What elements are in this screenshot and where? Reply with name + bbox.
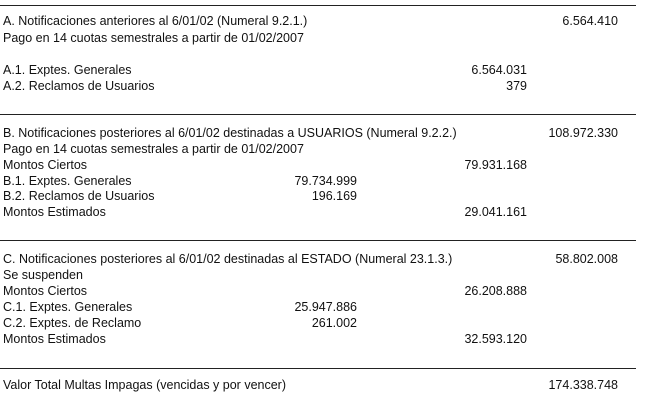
section-b-estimados-label: Montos Estimados [3,205,106,219]
section-c-estimados-label: Montos Estimados [3,332,106,346]
section-a-subtitle: Pago en 14 cuotas semestrales a partir de 01/02/2007 [3,31,304,45]
section-b-row-1-value: 79.734.999 [294,174,357,188]
footer-total: 174.338.748 [548,378,618,392]
section-b-estimados-value: 29.041.161 [464,205,527,219]
section-b-ciertos-value: 79.931.168 [464,158,527,172]
section-a-row-1-value: 6.564.031 [471,63,527,77]
section-b-row-2-value: 196.169 [311,189,357,203]
section-b-row-2-label: B.2. Reclamos de Usuarios [3,189,155,203]
section-b-row-1-label: B.1. Exptes. Generales [3,174,132,188]
section-c-row-2-value: 261.002 [311,316,357,330]
section-c-row-1-label: C.1. Exptes. Generales [3,300,133,314]
section-c-subtitle: Se suspenden [3,268,83,282]
section-c-title: C. Notificaciones posteriores al 6/01/02 destinadas al ESTADO (Numeral 23.1.3.) [3,252,453,266]
section-a-total: 6.564.410 [562,14,618,28]
section-a-row-2-value: 379 [506,79,527,93]
footer-label: Valor Total Multas Impagas (vencidas y por vencer) [3,378,286,392]
section-c-ciertos-value: 26.208.888 [464,284,527,298]
section-c-rule [0,240,636,241]
section-a-title: A. Notificaciones anteriores al 6/01/02 (Numeral 9.2.1.) [3,14,308,28]
section-b-subtitle: Pago en 14 cuotas semestrales a partir de 01/02/2007 [3,142,304,156]
section-b-total: 108.972.330 [548,126,618,140]
section-a-row-2-label: A.2. Reclamos de Usuarios [3,79,155,93]
section-b-ciertos-label: Montos Ciertos [3,158,88,172]
section-c-estimados-value: 32.593.120 [464,332,527,346]
section-b-title: B. Notificaciones posteriores al 6/01/02 destinadas a USUARIOS (Numeral 9.2.2.) [3,126,457,140]
footer-rule [0,368,636,369]
section-b-rule [0,114,636,115]
section-c-row-2-label: C.2. Exptes. de Reclamo [3,316,142,330]
section-c-ciertos-label: Montos Ciertos [3,284,88,298]
section-a-row-1-label: A.1. Exptes. Generales [3,63,132,77]
section-c-row-1-value: 25.947.886 [294,300,357,314]
top-rule [0,5,636,6]
section-c-total: 58.802.008 [555,252,618,266]
